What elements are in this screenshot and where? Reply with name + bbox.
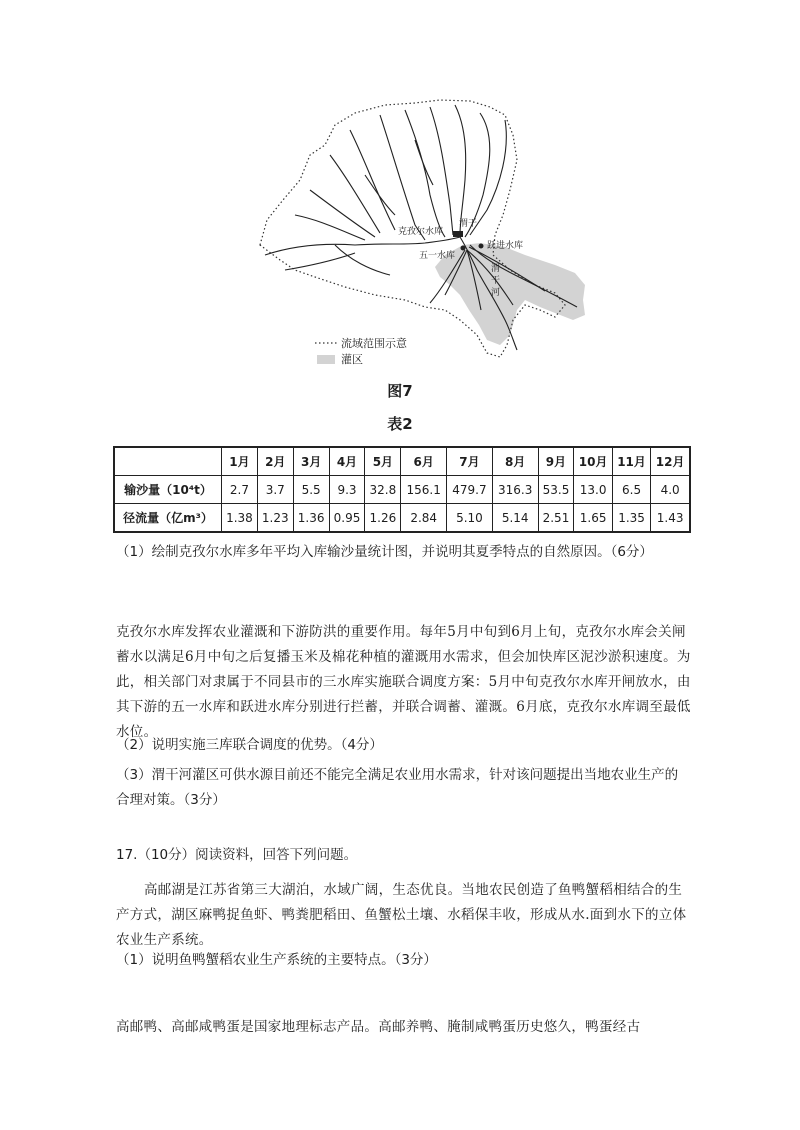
table-cell: 5.5 xyxy=(293,476,329,504)
table-cell: 3.7 xyxy=(257,476,293,504)
table-cell: 1.43 xyxy=(651,504,690,533)
yuejin-reservoir-label: 跃进水库 xyxy=(487,241,524,251)
passage-gaoyou-lake: 高邮湖是江苏省第三大湖泊，水域广阔，生态优良。当地农民创造了鱼鸭蟹稻相结合的生产方式，湖区麻鸭捉鱼虾、鸭粪肥稻田、鱼蟹松土壤、水稻保丰收，形成从水.面到水下的立体农业生产系统。 xyxy=(116,882,687,948)
month-header: 1月 xyxy=(222,447,258,476)
table-cell: 1.35 xyxy=(612,504,650,533)
figure-caption: 图7 xyxy=(387,382,413,400)
month-header: 3月 xyxy=(293,447,329,476)
passage-gaoyou-duck: 高邮鸭、高邮咸鸭蛋是国家地理标志产品。高邮养鸭、腌制咸鸭蛋历史悠久，鸭蛋经古 xyxy=(116,1019,641,1035)
weigan-river-label: 渭干河 xyxy=(491,264,501,298)
table-cell: 13.0 xyxy=(574,476,612,504)
sediment-runoff-table xyxy=(113,446,691,533)
legend-basin-boundary: 流域范围示意 xyxy=(341,337,407,350)
month-header: 6月 xyxy=(401,447,447,476)
table-cell: 2.7 xyxy=(222,476,258,504)
month-header: 9月 xyxy=(538,447,574,476)
table-corner-cell xyxy=(114,447,222,476)
table-cell: 9.3 xyxy=(329,476,365,504)
legend-shaded-symbol xyxy=(317,355,335,364)
month-header: 5月 xyxy=(365,447,401,476)
row-label-runoff: 径流量（亿m³） xyxy=(114,504,222,533)
kezi-reservoir-label: 克孜尔水库 xyxy=(398,227,444,237)
wuyi-reservoir-marker xyxy=(461,246,466,251)
month-header: 4月 xyxy=(329,447,365,476)
question-16-2: （2）说明实施三库联合调度的优势。（4分） xyxy=(116,737,383,753)
table-cell: 479.7 xyxy=(447,476,493,504)
month-header: 12月 xyxy=(651,447,690,476)
table-cell: 0.95 xyxy=(329,504,365,533)
table-cell: 1.38 xyxy=(222,504,258,533)
table-cell: 156.1 xyxy=(401,476,447,504)
table-cell: 6.5 xyxy=(612,476,650,504)
table-cell: 316.3 xyxy=(492,476,538,504)
table-header-row xyxy=(114,447,690,476)
month-header: 10月 xyxy=(574,447,612,476)
table-cell: 1.23 xyxy=(257,504,293,533)
table-row xyxy=(114,476,690,504)
table-caption: 表2 xyxy=(387,415,413,433)
question-17-1: （1）说明鱼鸭蟹稻农业生产系统的主要特点。（3分） xyxy=(116,952,437,968)
table-cell: 53.5 xyxy=(538,476,574,504)
passage-kezi-reservoir: 克孜尔水库发挥农业灌溉和下游防洪的重要作用。每年5月中旬到6月上旬，克孜尔水库会关闸蓄水以满足6月中旬之后复播玉米及棉花种植的灌溉用水需求，但会加快库区泥沙淤积速度。为此，相关部门对隶属于不同县市的三水库实施联合调度方案：5月中旬克孜尔水库开闸放水，由其下游的五一水库和跃进水库分别进行拦蓄，并联合调蓄、灌溉。6月底，克孜尔水库调至最低水位。 xyxy=(116,624,691,740)
table-cell: 2.84 xyxy=(401,504,447,533)
table-cell: 1.36 xyxy=(293,504,329,533)
irrigation-area-shape xyxy=(435,243,585,345)
table-cell: 5.10 xyxy=(447,504,493,533)
kezi-reservoir-marker xyxy=(453,231,463,237)
table-cell: 1.65 xyxy=(574,504,612,533)
table-cell: 1.26 xyxy=(365,504,401,533)
month-header: 7月 xyxy=(447,447,493,476)
weigan-top-label: 渭干 xyxy=(459,219,478,229)
table-cell: 2.51 xyxy=(538,504,574,533)
table-cell: 32.8 xyxy=(365,476,401,504)
yuejin-reservoir-marker xyxy=(479,244,484,249)
question-17-heading: 17.（10分）阅读资料，回答下列问题。 xyxy=(116,847,358,863)
wuyi-reservoir-label: 五一水库 xyxy=(419,251,456,261)
question-16-1: （1）绘制克孜尔水库多年平均入库输沙量统计图，并说明其夏季特点的自然原因。（6分） xyxy=(116,544,653,560)
table-row xyxy=(114,504,690,533)
table-cell: 4.0 xyxy=(651,476,690,504)
month-header: 2月 xyxy=(257,447,293,476)
month-header: 8月 xyxy=(492,447,538,476)
question-16-3: （3）渭干河灌区可供水源目前还不能完全满足农业用水需求，针对该问题提出当地农业生产的合理对策。（3分） xyxy=(116,767,679,808)
legend-irrigation-area: 灌区 xyxy=(341,353,363,366)
river-basin-map xyxy=(255,95,615,370)
table-cell: 5.14 xyxy=(492,504,538,533)
row-label-sediment: 输沙量（10⁴t） xyxy=(114,476,222,504)
month-header: 11月 xyxy=(612,447,650,476)
